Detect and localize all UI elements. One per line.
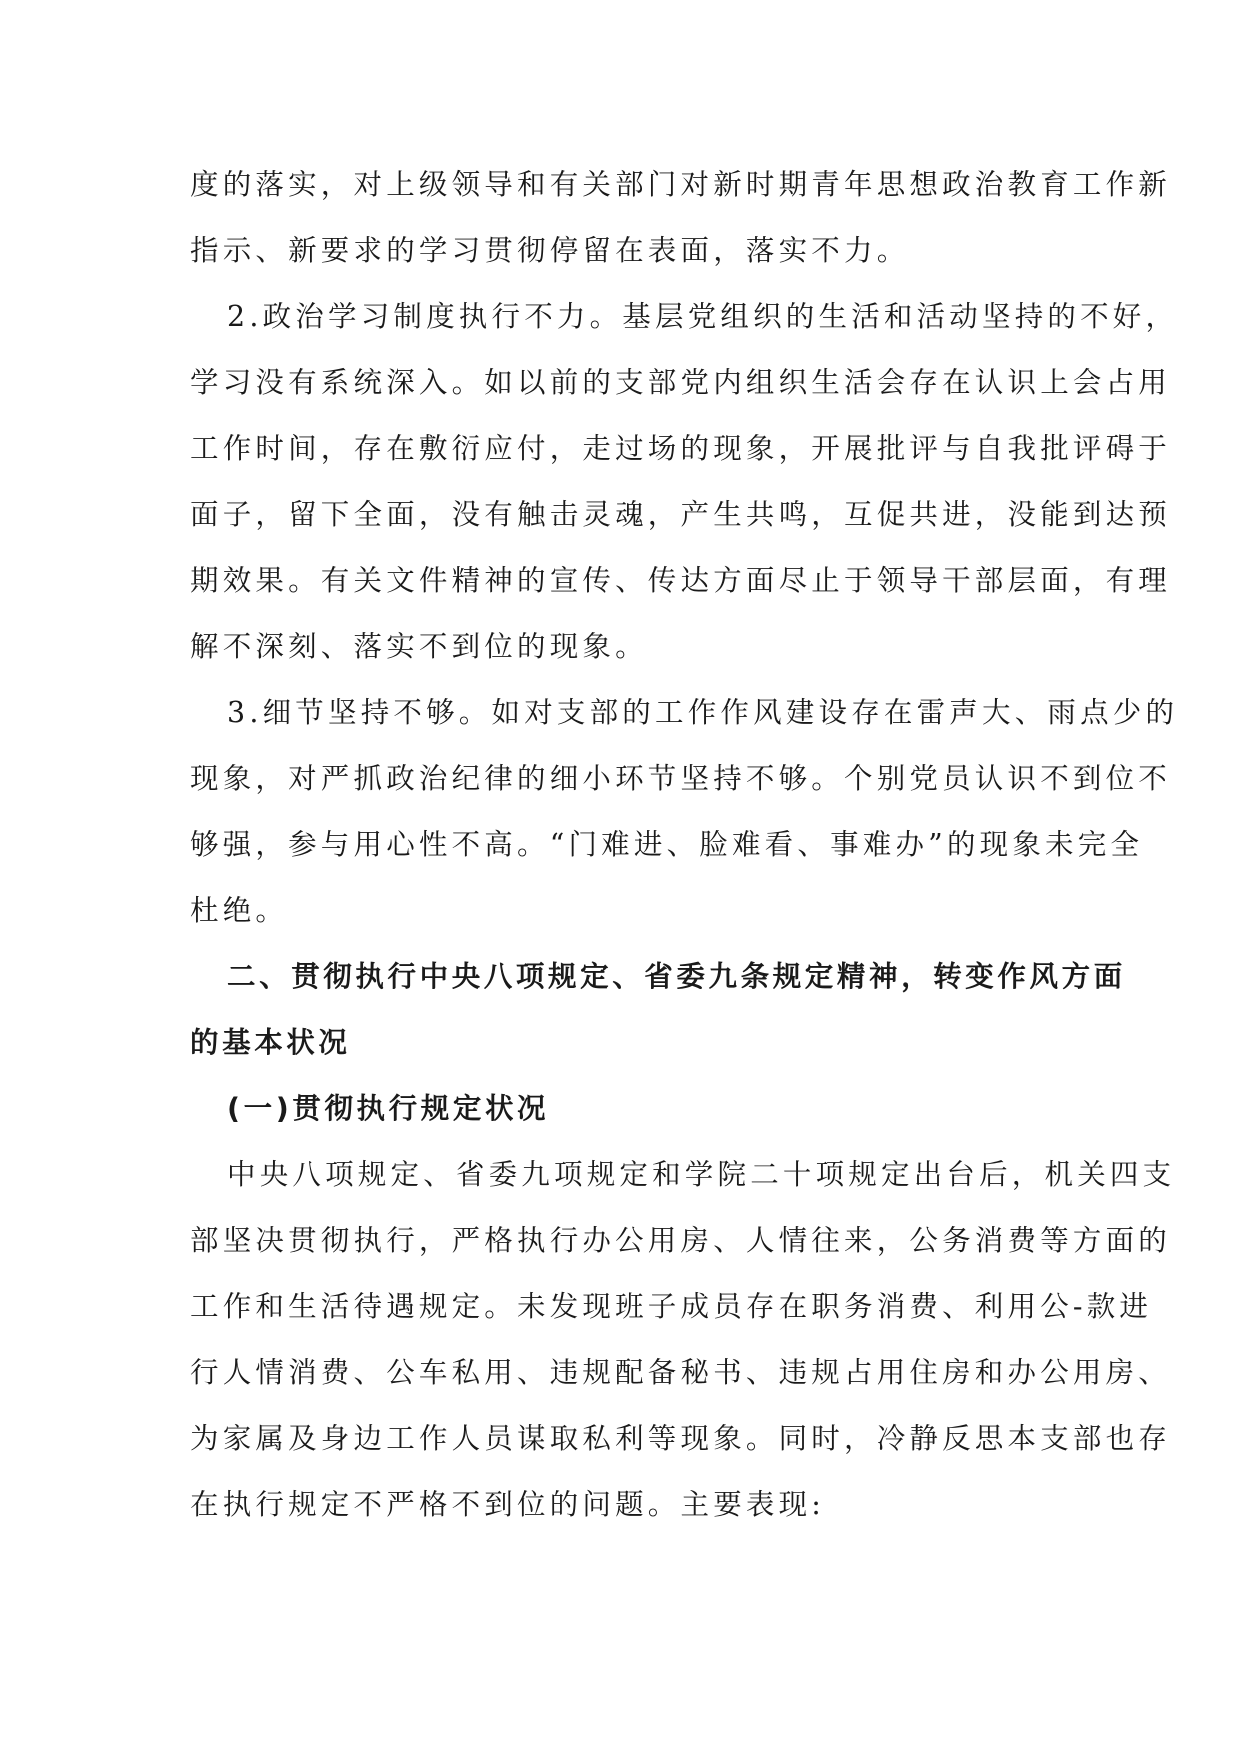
paragraph-line: 期效果。有关文件精神的宣传、传达方面尽止于领导干部层面，有理 (190, 564, 1172, 597)
paragraph-line: 行人情消费、公车私用、违规配备秘书、违规占用住房和办公用房、 (190, 1356, 1172, 1389)
paragraph-line: 度的落实，对上级领导和有关部门对新时期青年思想政治教育工作新 (190, 168, 1172, 201)
document-body (190, 152, 1179, 1538)
section-heading: 二、贯彻执行中央八项规定、省委九条规定精神，转变作风方面 (227, 960, 1126, 993)
paragraph-line: 杜绝。 (190, 894, 289, 927)
paragraph-line: 够强，参与用心性不高。“门难进、脸难看、事难办”的现象未完全 (190, 828, 1144, 861)
paragraph-line: 部坚决贯彻执行，严格执行办公用房、人情往来，公务消费等方面的 (190, 1224, 1172, 1257)
paragraph-line: 工作和生活待遇规定。未发现班子成员存在职务消费、利用公-款进 (190, 1290, 1153, 1323)
paragraph-line: 2.政治学习制度执行不力。基层党组织的生活和活动坚持的不好， (227, 300, 1179, 333)
paragraph-line: 3.细节坚持不够。如对支部的工作作风建设存在雷声大、雨点少的 (227, 696, 1179, 729)
paragraph-line: 在执行规定不严格不到位的问题。主要表现: (190, 1488, 826, 1521)
paragraph-line: 为家属及身边工作人员谋取私利等现象。同时，冷静反思本支部也存 (190, 1422, 1172, 1455)
paragraph-line: 指示、新要求的学习贯彻停留在表面，落实不力。 (190, 234, 910, 267)
section-heading: 的基本状况 (190, 1026, 351, 1059)
paragraph-line: 工作时间，存在敷衍应付，走过场的现象，开展批评与自我批评碍于 (190, 432, 1172, 465)
paragraph-line: 解不深刻、落实不到位的现象。 (190, 630, 648, 663)
subsection-heading: (一)贯彻执行规定状况 (227, 1092, 550, 1125)
paragraph-line: 学习没有系统深入。如以前的支部党内组织生活会存在认识上会占用 (190, 366, 1172, 399)
paragraph-line: 现象，对严抓政治纪律的细小环节坚持不够。个别党员认识不到位不 (190, 762, 1172, 795)
paragraph-line: 面子，留下全面，没有触击灵魂，产生共鸣，互促共进，没能到达预 (190, 498, 1172, 531)
paragraph-line: 中央八项规定、省委九项规定和学院二十项规定出台后，机关四支 (227, 1158, 1176, 1191)
